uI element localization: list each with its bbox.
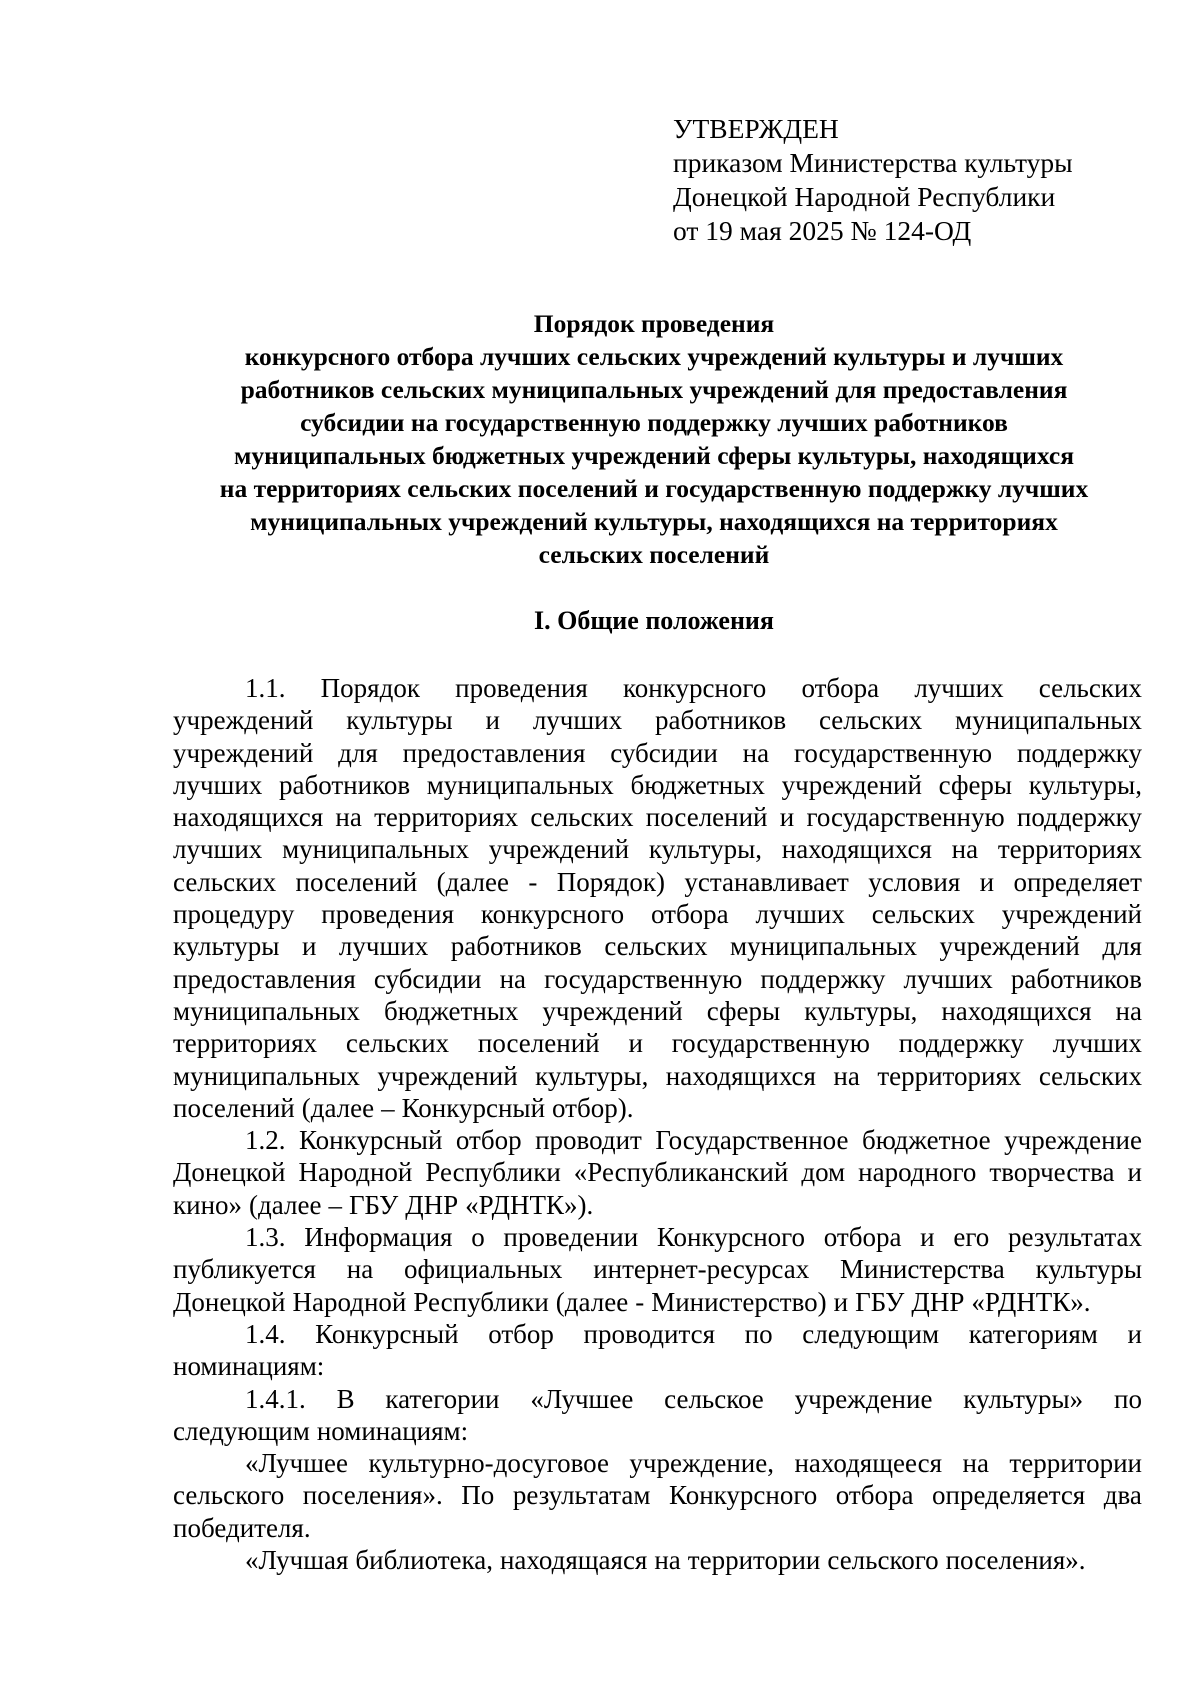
word: муниципальных (730, 931, 917, 962)
word: По (461, 1480, 495, 1511)
word: его (953, 1222, 990, 1253)
word: по (1114, 1383, 1142, 1414)
word: проводит (535, 1125, 642, 1156)
word: культуры, (804, 995, 918, 1026)
word: Донецкой (173, 1286, 286, 1317)
word: муниципальных (173, 995, 360, 1026)
word: Республики (425, 1157, 561, 1188)
word: народного (858, 1157, 977, 1188)
word: результатам (512, 1480, 651, 1511)
word: сельских (530, 802, 634, 833)
paragraph-line (173, 769, 1142, 801)
word: поселений (295, 866, 418, 897)
word: учреждений (173, 737, 314, 768)
word: номинациям: (316, 1415, 469, 1446)
word: учреждений (377, 1060, 518, 1091)
word: лучших (173, 769, 263, 800)
word: библиотека, (355, 1545, 493, 1576)
word: поддержку (1016, 737, 1142, 768)
word: муниципальных (282, 834, 469, 865)
word: учреждений (488, 834, 630, 865)
word: Республики (413, 1286, 549, 1317)
word: – (381, 1092, 395, 1123)
word: В (336, 1383, 355, 1414)
word: и (1127, 1157, 1142, 1188)
word: номинациям: (173, 1351, 325, 1382)
word: на (335, 802, 362, 833)
word: учреждение, (629, 1448, 774, 1479)
word: Конкурсный (315, 1318, 459, 1349)
word: Конкурсный (299, 1125, 443, 1156)
title-line: конкурсного отбора лучших сельских учреждений культуры и лучших (244, 342, 1064, 371)
word: победителя. (173, 1512, 311, 1543)
word: Конкурсного (656, 1222, 806, 1253)
word: конкурсного (623, 673, 767, 703)
word: территории (1009, 1448, 1142, 1479)
word: бюджетное (862, 1125, 991, 1156)
word: «РДНТК»). (465, 1189, 594, 1220)
word: находящихся (665, 1060, 816, 1091)
word: категории (385, 1383, 500, 1414)
word: конкурсного (480, 899, 625, 930)
word: «Республиканский (573, 1157, 789, 1188)
word: дом (801, 1157, 846, 1188)
word: сельских (604, 931, 708, 962)
word: интернет-ресурсах (593, 1254, 810, 1285)
word: (далее (301, 1092, 375, 1123)
title-line: работников сельских муниципальных учреждений для предоставления (240, 375, 1068, 404)
word: поддержку (1016, 802, 1142, 833)
word: находящихся (173, 802, 324, 833)
approval-block (673, 112, 1153, 248)
word: Государственное (655, 1125, 849, 1156)
word: на (951, 834, 979, 865)
word: для (1102, 931, 1142, 962)
word: лучших (338, 931, 429, 962)
approval-line: от 19 мая 2025 № 124-ОД (673, 215, 972, 246)
paragraph-line (173, 1383, 1142, 1415)
word: (далее (555, 1286, 629, 1317)
word: ДНР (405, 1189, 459, 1220)
word: муниципальных (426, 769, 614, 800)
word: по (744, 1318, 773, 1349)
word: проведения (321, 899, 454, 930)
word: на (346, 1254, 374, 1285)
word: и (979, 866, 995, 897)
word: процедуру (173, 899, 295, 930)
word: лучших (173, 834, 263, 865)
word: учреждений (542, 995, 683, 1026)
paragraph-line (173, 737, 1142, 769)
approval-line: УТВЕРЖДЕН (673, 113, 839, 144)
word: Порядок (320, 673, 420, 703)
word: сельского (827, 1545, 939, 1576)
section-heading: I. Общие положения (534, 606, 774, 635)
word: находящихся (781, 834, 932, 865)
word: «Лучшее (530, 1383, 634, 1414)
word: поддержку (898, 1028, 1024, 1059)
word: результатах (1007, 1222, 1142, 1253)
word: следующим (802, 1318, 940, 1349)
title-line: на территориях сельских поселений и государственную поддержку лучших (219, 474, 1089, 503)
word: отбор (455, 1125, 522, 1156)
word: отбор). (552, 1092, 634, 1123)
word: и (1127, 1318, 1142, 1349)
word: и (301, 931, 317, 962)
word: лучших (903, 963, 993, 994)
word: лучших (755, 899, 845, 930)
word: проводится (583, 1318, 715, 1349)
word: проведении (503, 1222, 639, 1253)
word: «Лучшее (245, 1448, 348, 1479)
word: поселений (173, 1092, 295, 1123)
word: бюджетных (630, 769, 765, 800)
word: на (1115, 995, 1142, 1026)
paragraph-line (173, 801, 1142, 833)
word: отбора (835, 1480, 914, 1511)
word: поселений (645, 802, 768, 833)
word: субсидии (373, 963, 482, 994)
word: работников (450, 931, 582, 962)
word: – (328, 1189, 342, 1220)
paragraph-line (173, 1221, 1142, 1253)
word: сельских (1038, 1060, 1142, 1091)
word: творчества (989, 1157, 1115, 1188)
word: и (485, 705, 500, 736)
word: ГБУ (348, 1189, 399, 1220)
word: предоставления (173, 963, 356, 994)
paragraph-line (173, 1447, 1142, 1479)
paragraph-line (173, 1189, 1142, 1221)
word: работников (655, 705, 787, 736)
word: устанавливает (684, 866, 849, 897)
word: Народной (298, 1157, 413, 1188)
word: официальных (403, 1254, 563, 1285)
word: на (833, 1060, 860, 1091)
word: - (635, 1286, 645, 1317)
word: о (471, 1222, 485, 1253)
title-line: муниципальных бюджетных учреждений сферы культуры, находящихся (233, 441, 1074, 470)
word: отбора (801, 673, 880, 703)
word: муниципальных (955, 705, 1142, 736)
word: публикуется (173, 1254, 316, 1285)
paragraph-line (173, 1124, 1142, 1156)
word: (далее (436, 866, 509, 897)
word: ГБУ (855, 1286, 905, 1317)
title-line: муниципальных учреждений культуры, находящихся на территориях (250, 507, 1058, 536)
word: государственную (793, 737, 993, 768)
word: находящееся (794, 1448, 943, 1479)
word: государственную (544, 963, 743, 994)
word: Информация (304, 1222, 453, 1253)
word: на (742, 737, 770, 768)
word: государственную (806, 802, 1005, 833)
word: 1.4. (245, 1318, 286, 1349)
word: на (962, 1448, 989, 1479)
paragraph-line (173, 1350, 1142, 1382)
word: ДНР (911, 1286, 965, 1317)
paragraph (173, 1221, 1142, 1318)
word: поселения». (302, 1480, 443, 1511)
word: определяет (1013, 866, 1142, 897)
paragraph-line (173, 833, 1142, 865)
word: субсидии (610, 737, 718, 768)
word: сельских (1038, 673, 1142, 703)
word: Министерства (840, 1254, 1005, 1285)
paragraph-line (173, 704, 1142, 736)
word: учреждений (939, 931, 1080, 962)
paragraph (173, 1318, 1142, 1383)
word: на (654, 1545, 681, 1576)
word: сельских (345, 1028, 450, 1059)
word: проведения (455, 673, 588, 703)
document-title (166, 307, 1142, 571)
word: поселения». (945, 1545, 1086, 1576)
paragraph (173, 1544, 1142, 1576)
paragraph (173, 1447, 1142, 1544)
word: сельское (664, 1383, 764, 1414)
word: и (779, 802, 795, 833)
word: культуры (346, 705, 453, 736)
word: и (833, 1286, 849, 1317)
word: сферы (706, 995, 781, 1026)
word: Донецкой (173, 1157, 286, 1188)
word: культуры, (1028, 769, 1142, 800)
paragraph-line (173, 995, 1142, 1027)
word: 1.4.1. (245, 1383, 306, 1414)
paragraph (173, 1124, 1142, 1221)
word: Народной (292, 1286, 407, 1317)
word: 1.3. (245, 1222, 286, 1253)
word: территории (687, 1545, 821, 1576)
word: территориях (173, 1028, 318, 1059)
word: культурно-досуговое (368, 1448, 609, 1479)
paragraph-line (173, 1286, 1142, 1318)
word: поддержку (760, 963, 886, 994)
word: поселений (477, 1028, 600, 1059)
word: «Лучшая (245, 1545, 349, 1576)
word: территориях (877, 1060, 1022, 1091)
word: сферы (938, 769, 1013, 800)
word: предоставления (402, 737, 586, 768)
word: учреждений (1001, 899, 1142, 930)
word: условия (868, 866, 961, 897)
paragraph-line (173, 898, 1142, 930)
word: кино» (173, 1189, 243, 1220)
paragraph-line (173, 1092, 1142, 1124)
word: категориям (968, 1318, 1098, 1349)
word: муниципальных (173, 1060, 360, 1091)
paragraph-line (173, 1479, 1142, 1511)
word: следующим (173, 1415, 310, 1446)
word: Конкурсного (669, 1480, 818, 1511)
word: лучших (532, 705, 623, 736)
document-body (173, 672, 1142, 1576)
paragraph (173, 672, 1142, 1124)
word: на (499, 963, 526, 994)
word: (далее (249, 1189, 322, 1220)
paragraph-line (173, 930, 1142, 962)
word: лучших (914, 673, 1004, 703)
word: сельских (818, 705, 923, 736)
word: Конкурсный (401, 1092, 546, 1123)
paragraph-line (173, 1318, 1142, 1350)
word: учреждение (1004, 1125, 1142, 1156)
word: для (338, 737, 378, 768)
title-line: субсидии на государственную поддержку лучших работников (300, 408, 1008, 437)
word: отбора (651, 899, 729, 930)
word: находящаяся (499, 1545, 648, 1576)
approval-line: приказом Министерства культуры (673, 147, 1073, 178)
word: работников (279, 769, 411, 800)
paragraph-line (173, 963, 1142, 995)
word: Министерство) (651, 1286, 827, 1317)
word: учреждение (794, 1383, 933, 1414)
word: учреждений (781, 769, 922, 800)
word: сельского (173, 1480, 285, 1511)
paragraph-line (173, 1415, 1142, 1447)
paragraph-line (173, 1027, 1142, 1059)
word: государственную (671, 1028, 870, 1059)
word: 1.1. (245, 673, 286, 703)
word: культуры, (535, 1060, 649, 1091)
word: культуры (173, 931, 280, 962)
word: культуры» (963, 1383, 1084, 1414)
word: Порядок) (556, 866, 665, 897)
word: 1.2. (245, 1125, 286, 1156)
title-line: Порядок проведения (533, 309, 775, 338)
paragraph-line (173, 1544, 1142, 1576)
paragraph-line (173, 672, 1142, 704)
word: и (920, 1222, 935, 1253)
word: и (628, 1028, 643, 1059)
approval-line: Донецкой Народной Республики (673, 181, 1056, 212)
word: два (1103, 1480, 1142, 1511)
paragraph-line (173, 866, 1142, 898)
paragraph-line (173, 1253, 1142, 1285)
word: - (528, 866, 538, 897)
word: сельских (173, 866, 277, 897)
word: культуры (1035, 1254, 1142, 1285)
word: работников (1010, 963, 1142, 994)
title-line: сельских поселений (538, 540, 770, 569)
word: учреждений (173, 705, 314, 736)
paragraph-line (173, 1156, 1142, 1188)
word: территориях (374, 802, 519, 833)
word: сельских (871, 899, 975, 930)
word: лучших (1052, 1028, 1142, 1059)
word: культуры, (648, 834, 762, 865)
word: территориях (997, 834, 1142, 865)
word: «РДНТК». (971, 1286, 1091, 1317)
word: находящихся (941, 995, 1092, 1026)
word: определяется (932, 1480, 1086, 1511)
word: бюджетных (383, 995, 519, 1026)
word: отбор (488, 1318, 554, 1349)
word: отбора (823, 1222, 902, 1253)
paragraph (173, 1383, 1142, 1448)
paragraph-line (173, 1060, 1142, 1092)
paragraph-line (173, 1512, 1142, 1544)
